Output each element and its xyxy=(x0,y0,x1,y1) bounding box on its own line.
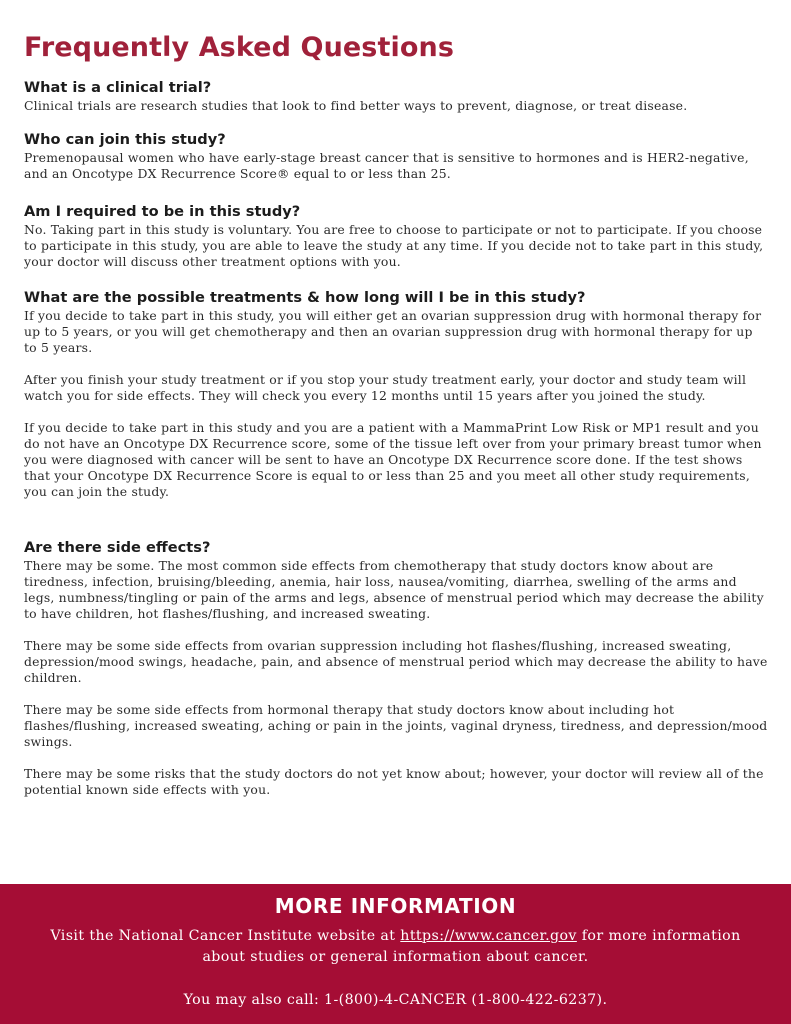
faq-question: What is a clinical trial? xyxy=(24,79,212,96)
faq-answer: Premenopausal women who have early-stage breast cancer that is sensitive to hormones and is HER2-negative, and an Oncotype DX Recurrence Score® equal to or less than 25. xyxy=(24,150,749,181)
faq-answer: If you decide to take part in this study, you will either get an ovarian suppression drug with hormonal therapy for up to 5 years, or you will get chemotherapy and then an ovarian suppression drug with hormonal therapy for up to 5 years. xyxy=(24,308,762,355)
faq-treatments xyxy=(24,288,769,500)
faq-question: Are there side effects? xyxy=(24,539,211,556)
faq-question: Am I required to be in this study? xyxy=(24,203,301,220)
page-title: Frequently Asked Questions xyxy=(24,32,454,63)
footer-visit-before: Visit the National Cancer Institute website at xyxy=(50,928,401,944)
faq-answer: If you decide to take part in this study and you are a patient with a MammaPrint Low Risk or MP1 result and you do not have an Oncotype DX Recurrence score, some of the tissue left over from your primary breast tumor when you were diagnosed with cancer will be sent to have an Oncotype DX Recurrence score done. If the test shows that your Oncotype DX Recurrence Score is equal to or less than 25 and you meet all other study requirements, you can join the study. xyxy=(24,420,762,499)
faq-answer: After you finish your study treatment or if you stop your study treatment early, your doctor and study team will watch you for side effects. They will check you every 12 months until 15 years after you joined the study. xyxy=(24,372,747,403)
footer-visit-after: for more information about studies or general information about cancer. xyxy=(202,928,741,965)
faq-question: Who can join this study? xyxy=(24,131,226,148)
faq-answer: There may be some side effects from hormonal therapy that study doctors know about including hot flashes/flushing, increased sweating, aching or pain in the joints, vaginal dryness, tiredness, and depression/mood swings. xyxy=(24,702,768,749)
footer-title: MORE INFORMATION xyxy=(274,894,517,918)
faq-clinical-trial xyxy=(24,78,769,114)
faq-required xyxy=(24,202,769,270)
faq-answer: No. Taking part in this study is voluntary. You are free to choose to participate or not to participate. If you choose to participate in this study, you are able to leave the study at any time. If you decide not to take part in this study, your doctor will discuss other treatment options with you. xyxy=(24,222,764,269)
footer-call-text: You may also call: 1-(800)-4-CANCER (1-800-422-6237). xyxy=(183,992,608,1008)
faq-answer: There may be some side effects from ovarian suppression including hot flashes/flushing, increased sweating, depression/mood swings, headache, pain, and absence of menstrual period which may decrease the ability to have children. xyxy=(24,638,768,685)
faq-answer: There may be some risks that the study doctors do not yet know about; however, your doctor will review all of the potential known side effects with you. xyxy=(24,766,764,797)
cancer-gov-link[interactable]: https://www.cancer.gov xyxy=(400,928,577,944)
faq-question: What are the possible treatments & how long will I be in this study? xyxy=(24,289,586,306)
faq-who-can-join xyxy=(24,130,769,182)
faq-answer: Clinical trials are research studies that look to find better ways to prevent, diagnose, or treat disease. xyxy=(24,98,688,113)
faq-answer: There may be some. The most common side effects from chemotherapy that study doctors know about are tiredness, infection, bruising/bleeding, anemia, hair loss, nausea/vomiting, diarrhea, swelling of the arms and legs, numbness/tingling or pain of the arms and legs, absence of menstrual period which may decrease the ability to have children, hot flashes/flushing, and increased sweating. xyxy=(24,558,764,621)
faq-side-effects xyxy=(24,538,769,798)
footer-visit-text xyxy=(40,926,751,968)
